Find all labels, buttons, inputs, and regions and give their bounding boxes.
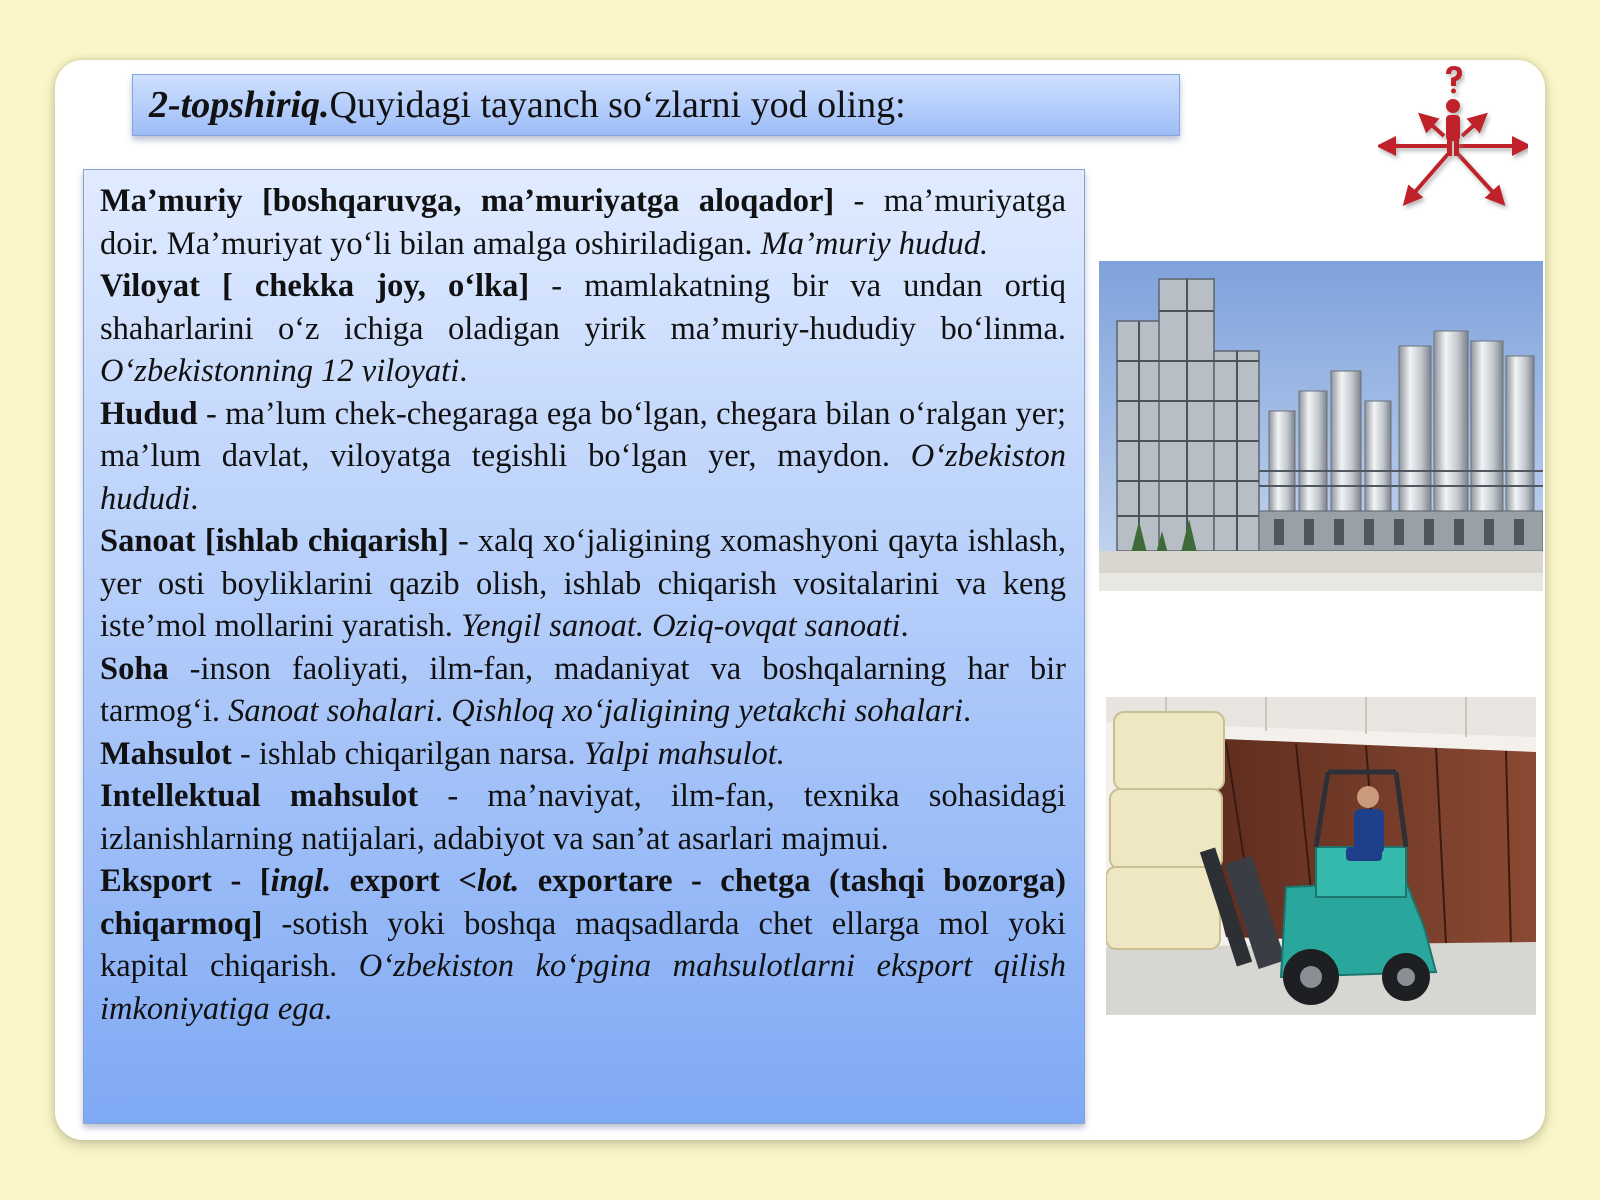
entry-example: Ma’muriy hudud.	[760, 225, 989, 262]
entry-example: Yengil sanoat. Oziq-ovqat sanoati	[461, 608, 901, 644]
task-title-text: Quyidagi tayanch so‘zlarni yod oling:	[329, 84, 906, 126]
entry-example: Sanoat sohalari	[228, 693, 435, 729]
task-title	[132, 74, 1180, 136]
entry-example: O‘zbekistonning 12 viloyati	[100, 353, 460, 389]
entry-definition: - ma’lum chek-chegaraga ega bo‘lgan, chegara bilan o‘ralgan yer; ma’lum davlat, viloyatga tegishli bo‘lgan yer, maydon.	[100, 395, 1066, 474]
entry-tail: .	[459, 353, 468, 389]
glossary-entry	[100, 648, 1066, 733]
entry-term: Viloyat [ chekka joy, o‘lka]	[100, 268, 530, 304]
glossary-entry	[100, 733, 1066, 776]
glossary-entry	[100, 393, 1066, 521]
entry-definition: - xalq xo‘jaligining xomashyoni qayta ishlash, yer osti boyliklarini qazib olish, ishlab chiqarish vositalarini va keng iste’mol mollarini yaratish.	[100, 523, 1066, 644]
eksport-term-d: lot.	[476, 863, 520, 899]
glossary-entry-eksport	[100, 860, 1066, 1030]
forklift-cotton-bales-photo	[1106, 697, 1536, 1015]
entry-example-2: Qishloq xo‘jaligining yetakchi sohalari	[451, 693, 963, 729]
eksport-term-e: exportare - chetga (tashqi bozorga) chiqarmoq]	[100, 863, 1066, 942]
entry-term: Intellektual mahsulot	[100, 778, 419, 814]
entry-term: Soha	[100, 650, 169, 687]
entry-example: O‘zbekiston hududi	[100, 438, 1066, 517]
entry-tail: .	[900, 608, 909, 644]
entry-term: Ma’muriy [boshqaruvga, ma’muriyatga aloqador]	[100, 183, 835, 219]
eksport-term-b: ingl.	[270, 863, 332, 899]
glossary-entry	[100, 180, 1066, 265]
eksport-term-a: Eksport - [	[100, 863, 271, 899]
glossary-entry	[100, 265, 1066, 393]
glossary-box	[83, 169, 1085, 1124]
entry-tail: .	[963, 693, 972, 729]
question-person-arrows-icon	[1378, 64, 1528, 214]
entry-definition: - ma’naviyat, ilm-fan, texnika sohasidagi izlanishlarning natijalari, adabiyot va san’at asarlari majmui.	[100, 778, 1066, 857]
entry-term: Mahsulot	[100, 735, 232, 772]
glossary-entry	[100, 775, 1066, 860]
entry-term: Sanoat [ishlab chiqarish]	[100, 523, 449, 559]
eksport-term-c: export <	[331, 863, 477, 899]
entry-definition: -sotish yoki boshqa maqsadlarda chet ellarga mol yoki kapital chiqarish.	[100, 905, 1066, 984]
entry-definition: - ma’muriyatga doir. Ma’muriyat yo‘li bilan amalga oshiriladigan.	[100, 183, 1066, 262]
entry-example: O‘zbekiston ko‘pgina mahsulotlarni eksport qilish imkoniyatiga ega.	[100, 948, 1066, 1027]
entry-tail: .	[190, 480, 199, 517]
entry-example: Yalpi mahsulot.	[583, 735, 785, 772]
entry-definition: - mamlakatning bir va undan ortiq shaharlarini o‘z ichiga oladigan yirik ma’muriy-hududiy bo‘linma.	[100, 268, 1066, 347]
entry-definition: - ishlab chiqarilgan narsa.	[231, 735, 584, 772]
entry-term: Hudud	[100, 395, 198, 432]
entry-definition: -inson faoliyati, ilm-fan, madaniyat va boshqalarning har bir tarmog‘i.	[100, 650, 1066, 729]
industrial-factory-photo	[1099, 261, 1543, 591]
task-title-lead: 2-topshiriq.	[149, 84, 330, 126]
glossary-entry	[100, 520, 1066, 648]
entry-mid: .	[434, 693, 452, 729]
